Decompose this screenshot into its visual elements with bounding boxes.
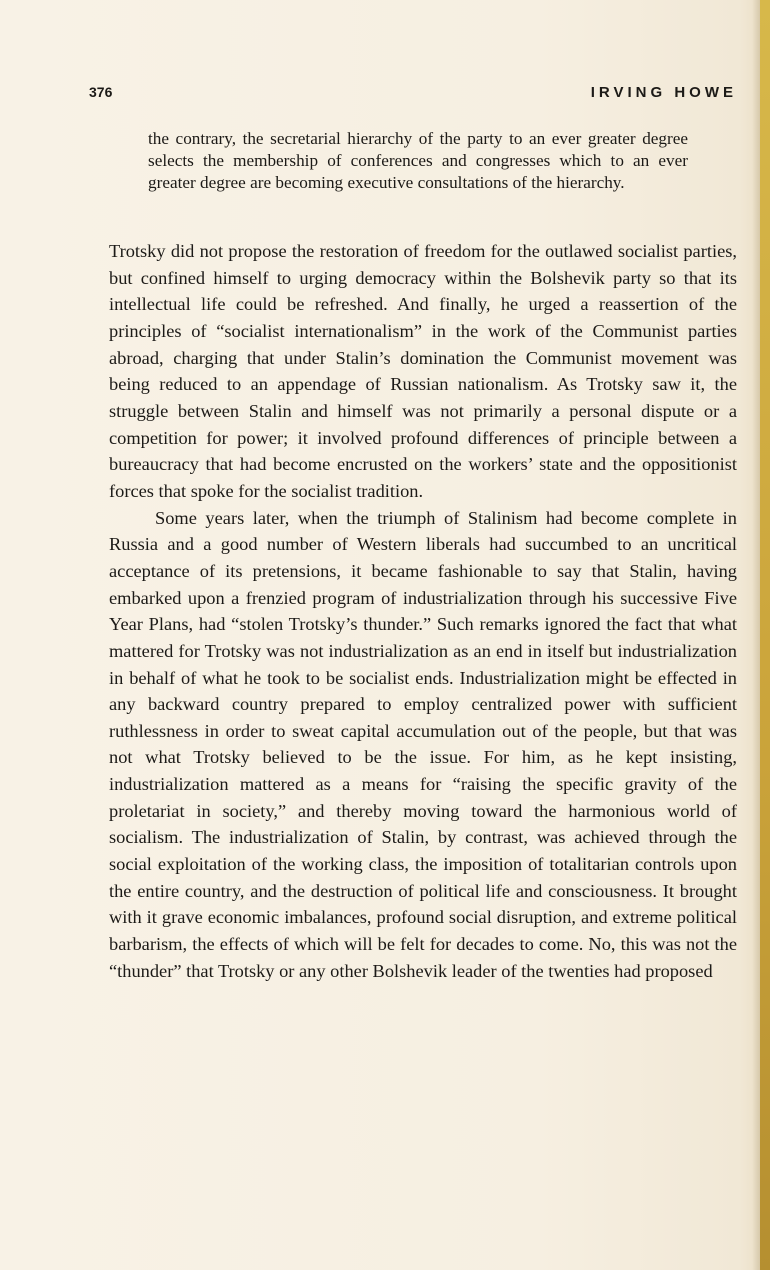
body-text [109, 238, 737, 984]
paragraph: Some years later, when the triumph of Stalinism had become complete in Russia and a good number of Western liberals had succumbed to an uncritical acceptance of its pretensions, it became fashionable to say that Stalin, having embarked upon a frenzied program of industrialization through his successive Five Year Plans, had “stolen Trotsky’s thunder.” Such remarks ignored the fact that what mattered for Trotsky was not industrialization as an end in itself but industrialization in behalf of what he took to be socialist ends. Industrialization might be effected in any backward country prepared to employ centralized power with sufficient ruthlessness in order to sweat capital accumulation out of the people, but that was not what Trotsky believed to be the issue. For him, as he kept insisting, industrialization mattered as a means for “raising the specific gravity of the proletariat in society,” and thereby moving toward the harmonious world of socialism. The industrialization of Stalin, by contrast, was achieved through the social exploitation of the working class, the imposition of totalitarian controls upon the entire country, and the destruction of political life and consciousness. It brought with it grave economic imbalances, profound social disruption, and extreme political barbarism, the effects of which will be felt for decades to come. No, this was not the “thunder” that Trotsky or any other Bolshevik leader of the twenties had proposed [109, 507, 737, 981]
paragraph: Trotsky did not propose the restoration of freedom for the outlawed socialist parties, but confined himself to urging democracy within the Bolshevik party so that its intellectual life could be refreshed. And finally, he urged a reassertion of the principles of “socialist internationalism” in the work of the Communist parties abroad, charging that under Stalin’s domination the Communist movement was being reduced to an appendage of Russian nationalism. As Trotsky saw it, the struggle between Stalin and himself was not primarily a personal dispute or a competition for power; it involved profound differences of principle between a bureaucracy that had become encrusted on the workers’ state and the oppositionist forces that spoke for the socialist tradition. [109, 241, 737, 501]
page-gilt-edge [760, 0, 770, 1270]
running-head-author: IRVING HOWE [590, 84, 737, 101]
running-head [89, 84, 737, 106]
page-edge-shadow [752, 0, 760, 1270]
block-quote: the contrary, the secretarial hierarchy of the party to an ever greater degree selects the membership of conferences and congresses which to an ever greater degree are becoming executive consultations of the hierarchy. [148, 129, 688, 193]
page-number: 376 [89, 84, 113, 100]
